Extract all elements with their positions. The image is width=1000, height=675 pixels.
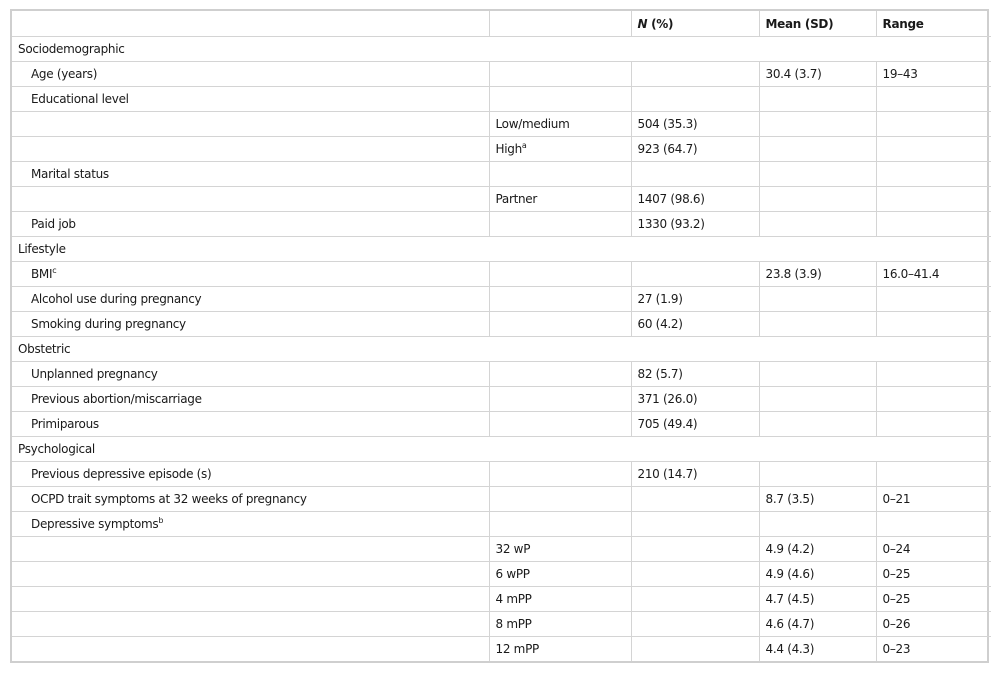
mean-sd-cell (759, 487, 876, 512)
variable-cell (12, 487, 489, 512)
range-cell (876, 562, 991, 587)
range-cell (876, 612, 991, 637)
variable-cell (12, 162, 489, 187)
n-percent-cell (631, 87, 759, 112)
n-percent-cell (631, 362, 759, 387)
subcategory-cell (489, 212, 631, 237)
subcategory-cell-text: Low/medium (495, 117, 570, 131)
mean-sd-cell (759, 587, 876, 612)
mean-sd-cell (759, 187, 876, 212)
characteristics-table (12, 11, 991, 661)
n-percent-cell (631, 287, 759, 312)
mean-sd-cell (759, 162, 876, 187)
footnote-marker: b (158, 516, 164, 525)
n-percent-cell (631, 462, 759, 487)
variable-cell (12, 587, 489, 612)
table-row (12, 287, 991, 312)
range-cell-text: 0–24 (882, 542, 911, 556)
table-row (12, 262, 991, 287)
table-row (12, 412, 991, 437)
range-cell (876, 412, 991, 437)
mean-sd-cell (759, 412, 876, 437)
table-row (12, 87, 991, 112)
variable-cell (12, 637, 489, 662)
subcategory-cell (489, 362, 631, 387)
subcategory-cell-text: 32 wP (495, 542, 531, 556)
n-percent-cell (631, 637, 759, 662)
mean-sd-cell-text: 4.6 (4.7) (765, 617, 815, 631)
subcategory-cell (489, 612, 631, 637)
subcategory-cell (489, 462, 631, 487)
variable-cell-text: Depressive symptoms (31, 517, 159, 531)
range-cell (876, 287, 991, 312)
range-cell (876, 487, 991, 512)
table-row (12, 187, 991, 212)
subcategory-cell-text: 8 mPP (495, 617, 532, 631)
table-row (12, 212, 991, 237)
variable-cell (12, 512, 489, 537)
variable-cell (12, 312, 489, 337)
table-row (12, 562, 991, 587)
variable-cell (12, 287, 489, 312)
variable-cell-text: Primiparous (31, 417, 99, 431)
section-heading: Lifestyle (12, 237, 991, 262)
variable-cell-text: Previous depressive episode (s) (31, 467, 212, 481)
header-n-suffix: (%) (647, 16, 674, 31)
range-cell (876, 312, 991, 337)
n-percent-cell-text: 705 (49.4) (637, 417, 698, 431)
n-percent-cell-text: 923 (64.7) (637, 142, 698, 156)
header-variable (12, 11, 489, 37)
variable-cell-text: OCPD trait symptoms at 32 weeks of pregnancy (31, 492, 307, 506)
range-cell (876, 637, 991, 662)
variable-cell-text: BMI (31, 267, 53, 281)
table-row (12, 312, 991, 337)
subcategory-cell (489, 587, 631, 612)
mean-sd-cell (759, 212, 876, 237)
range-cell-text: 0–25 (882, 567, 911, 581)
range-cell (876, 112, 991, 137)
section-heading: Sociodemographic (12, 37, 991, 62)
range-cell (876, 87, 991, 112)
table-row (12, 587, 991, 612)
subcategory-cell (489, 512, 631, 537)
subcategory-cell (489, 287, 631, 312)
variable-cell (12, 87, 489, 112)
n-percent-cell (631, 412, 759, 437)
section-row (12, 237, 991, 262)
variable-cell (12, 137, 489, 162)
mean-sd-cell (759, 262, 876, 287)
mean-sd-cell-text: 23.8 (3.9) (765, 267, 822, 281)
section-row (12, 37, 991, 62)
range-cell-text: 0–25 (882, 592, 911, 606)
subcategory-cell (489, 412, 631, 437)
n-percent-cell-text: 60 (4.2) (637, 317, 683, 331)
mean-sd-cell-text: 4.9 (4.6) (765, 567, 815, 581)
n-percent-cell (631, 512, 759, 537)
variable-cell-text: Educational level (31, 92, 129, 106)
n-percent-cell (631, 62, 759, 87)
range-cell (876, 162, 991, 187)
n-percent-cell-text: 1407 (98.6) (637, 192, 705, 206)
table-row (12, 512, 991, 537)
table-row (12, 487, 991, 512)
variable-cell (12, 462, 489, 487)
n-percent-cell (631, 587, 759, 612)
subcategory-cell (489, 537, 631, 562)
variable-cell-text: Unplanned pregnancy (31, 367, 158, 381)
subcategory-cell-text: 4 mPP (495, 592, 532, 606)
mean-sd-cell-text: 4.4 (4.3) (765, 642, 815, 656)
table-header-row (12, 11, 991, 37)
range-cell (876, 62, 991, 87)
mean-sd-cell (759, 87, 876, 112)
subcategory-cell-text: 12 mPP (495, 642, 539, 656)
footnote-marker: a (521, 141, 527, 150)
n-percent-cell (631, 187, 759, 212)
mean-sd-cell-text: 30.4 (3.7) (765, 67, 822, 81)
range-cell (876, 587, 991, 612)
mean-sd-cell (759, 137, 876, 162)
range-cell (876, 187, 991, 212)
mean-sd-cell (759, 612, 876, 637)
variable-cell (12, 537, 489, 562)
range-cell-text: 0–21 (882, 492, 911, 506)
variable-cell-text: Marital status (31, 167, 109, 181)
range-cell (876, 512, 991, 537)
range-cell-text: 0–23 (882, 642, 911, 656)
table-row (12, 362, 991, 387)
section-heading: Psychological (12, 437, 991, 462)
range-cell (876, 362, 991, 387)
table-row (12, 637, 991, 662)
table-row (12, 537, 991, 562)
subcategory-cell (489, 312, 631, 337)
header-subcategory (489, 11, 631, 37)
n-percent-cell (631, 112, 759, 137)
subcategory-cell-text: High (495, 142, 522, 156)
n-percent-cell (631, 137, 759, 162)
subcategory-cell (489, 487, 631, 512)
mean-sd-cell (759, 537, 876, 562)
subcategory-cell (489, 112, 631, 137)
mean-sd-cell (759, 62, 876, 87)
variable-cell-text: Smoking during pregnancy (31, 317, 186, 331)
variable-cell-text: Previous abortion/miscarriage (31, 392, 202, 406)
n-percent-cell-text: 371 (26.0) (637, 392, 698, 406)
mean-sd-cell (759, 462, 876, 487)
header-mean-sd: Mean (SD) (759, 11, 876, 37)
variable-cell (12, 187, 489, 212)
subcategory-cell (489, 562, 631, 587)
range-cell (876, 537, 991, 562)
header-range: Range (876, 11, 991, 37)
n-percent-cell (631, 612, 759, 637)
range-cell (876, 387, 991, 412)
subcategory-cell (489, 62, 631, 87)
n-percent-cell (631, 262, 759, 287)
table-row (12, 387, 991, 412)
table-row (12, 162, 991, 187)
mean-sd-cell (759, 312, 876, 337)
variable-cell (12, 112, 489, 137)
n-percent-cell (631, 162, 759, 187)
header-n-percent (631, 11, 759, 37)
mean-sd-cell (759, 637, 876, 662)
mean-sd-cell (759, 287, 876, 312)
header-n-symbol: N (637, 16, 648, 31)
n-percent-cell-text: 210 (14.7) (637, 467, 698, 481)
variable-cell-text: Alcohol use during pregnancy (31, 292, 202, 306)
range-cell (876, 212, 991, 237)
table-row (12, 62, 991, 87)
n-percent-cell (631, 387, 759, 412)
table-row (12, 462, 991, 487)
range-cell-text: 16.0–41.4 (882, 267, 940, 281)
mean-sd-cell (759, 512, 876, 537)
n-percent-cell (631, 537, 759, 562)
n-percent-cell-text: 27 (1.9) (637, 292, 683, 306)
table-row (12, 112, 991, 137)
table-row (12, 137, 991, 162)
characteristics-table-frame (10, 9, 989, 663)
variable-cell (12, 262, 489, 287)
subcategory-cell-text: 6 wPP (495, 567, 530, 581)
range-cell-text: 0–26 (882, 617, 911, 631)
n-percent-cell-text: 1330 (93.2) (637, 217, 705, 231)
n-percent-cell (631, 487, 759, 512)
variable-cell (12, 612, 489, 637)
variable-cell (12, 362, 489, 387)
n-percent-cell (631, 212, 759, 237)
n-percent-cell-text: 82 (5.7) (637, 367, 683, 381)
variable-cell (12, 62, 489, 87)
range-cell (876, 137, 991, 162)
mean-sd-cell (759, 362, 876, 387)
range-cell-text: 19–43 (882, 67, 918, 81)
table-row (12, 612, 991, 637)
mean-sd-cell-text: 4.7 (4.5) (765, 592, 815, 606)
subcategory-cell (489, 637, 631, 662)
section-row (12, 437, 991, 462)
subcategory-cell (489, 387, 631, 412)
table-body (12, 37, 991, 662)
mean-sd-cell (759, 387, 876, 412)
subcategory-cell-text: Partner (495, 192, 538, 206)
variable-cell-text: Paid job (31, 217, 76, 231)
n-percent-cell-text: 504 (35.3) (637, 117, 698, 131)
mean-sd-cell (759, 562, 876, 587)
mean-sd-cell (759, 112, 876, 137)
section-heading: Obstetric (12, 337, 991, 362)
subcategory-cell (489, 187, 631, 212)
range-cell (876, 262, 991, 287)
variable-cell (12, 412, 489, 437)
variable-cell (12, 562, 489, 587)
variable-cell (12, 212, 489, 237)
subcategory-cell (489, 87, 631, 112)
variable-cell (12, 387, 489, 412)
n-percent-cell (631, 312, 759, 337)
mean-sd-cell-text: 8.7 (3.5) (765, 492, 815, 506)
subcategory-cell (489, 262, 631, 287)
mean-sd-cell-text: 4.9 (4.2) (765, 542, 815, 556)
subcategory-cell (489, 162, 631, 187)
subcategory-cell (489, 137, 631, 162)
range-cell (876, 462, 991, 487)
n-percent-cell (631, 562, 759, 587)
variable-cell-text: Age (years) (31, 67, 98, 81)
footnote-marker: c (52, 266, 57, 275)
section-row (12, 337, 991, 362)
